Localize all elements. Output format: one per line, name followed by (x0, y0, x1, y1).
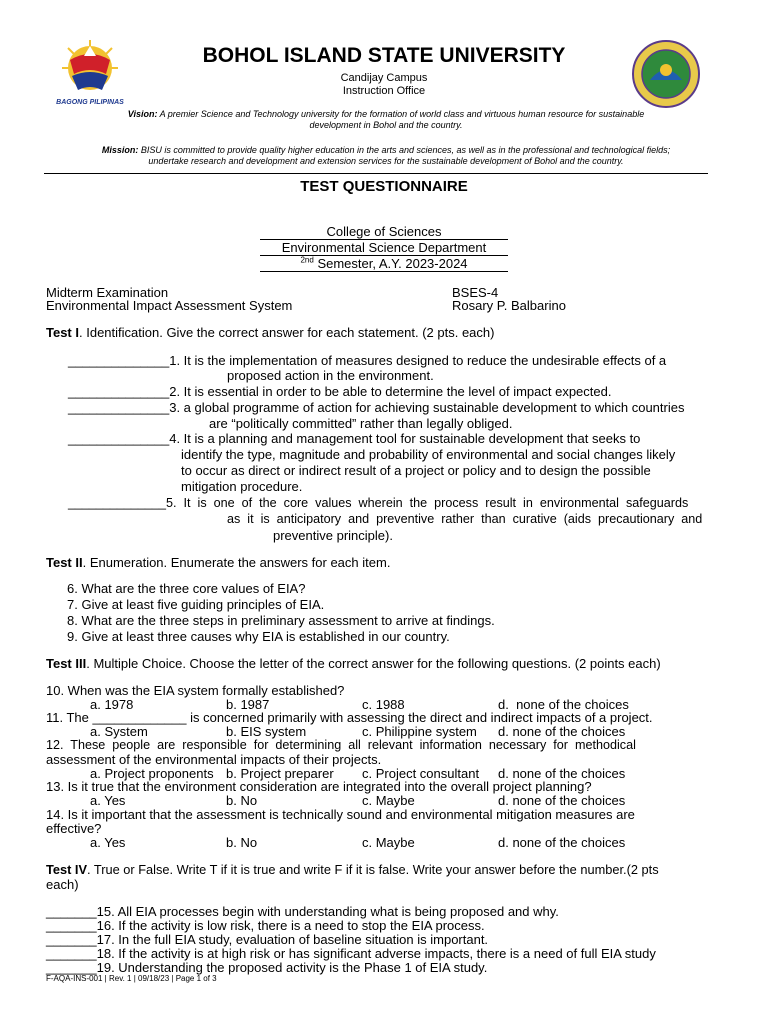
exam-type: Midterm Examination (46, 285, 169, 300)
question-line: to occur as direct or indirect result of a project or policy and to design the possible (181, 463, 651, 478)
choice: c. Maybe (362, 835, 415, 850)
vision-label: Vision: (127, 109, 158, 119)
question-line: ______________1. It is the implementation of measures designed to reduce the undesirable effects of a (68, 353, 667, 368)
question-11: 11. The _____________ is concerned primarily with assessing the direct and indirect impacts of a project. (46, 710, 653, 725)
question-13: 13. Is it true that the environment consideration are integrated into the overall project planning? (46, 779, 592, 794)
list-item: 6. What are the three core values of EIA? (67, 581, 306, 596)
choice: b. 1987 (226, 697, 270, 712)
question-line: ______________3. a global programme of action for achieving sustainable development to which countries (68, 400, 685, 415)
mission-label: Mission: (101, 145, 139, 155)
choice: c. Philippine system (362, 724, 477, 739)
question-line: proposed action in the environment. (227, 368, 434, 383)
document-footer: F-AQA-INS-001 | Rev. 1 | 09/18/23 | Page 1 of 3 (46, 974, 217, 983)
choice: d. none of the choices (498, 766, 626, 781)
test2-instruction: . Enumeration. Enumerate the answers for each item. (82, 555, 391, 570)
true-false-item: _______19. Understanding the proposed activity is the Phase 1 of EIA study. (46, 960, 488, 975)
list-item: 8. What are the three steps in preliminary assessment to arrive at findings. (67, 613, 495, 628)
test4-instruction: . True or False. Write T if it is true and write F if it is false. Write your answer before the number.(2 pts (87, 862, 659, 877)
question-12: 12. These people are responsible for determining all relevant information necessary for methodical (46, 738, 636, 752)
true-false-item: _______18. If the activity is at high risk or has significant adverse impacts, there is a need of full EIA study (46, 946, 656, 961)
choice: b. EIS system (226, 724, 307, 739)
semester-ordinal: 2nd (300, 255, 314, 265)
test2-heading (46, 555, 390, 570)
test3-instruction: . Multiple Choice. Choose the letter of the correct answer for the following questions. (2 points each) (86, 656, 661, 671)
choice: a. Project proponents (90, 766, 214, 781)
choice: b. No (226, 793, 258, 808)
document-title: TEST QUESTIONNAIRE (300, 178, 468, 195)
question-14-cont: effective? (46, 821, 102, 836)
department-name: Environmental Science Department (281, 240, 487, 255)
choice: d. none of the choices (498, 793, 626, 808)
logo-caption: BAGONG PILIPINAS (56, 99, 124, 106)
section: BSES-4 (452, 285, 499, 300)
test1-label: Test I (46, 325, 79, 340)
question-line: are “politically committed” rather than legally obliged. (209, 416, 513, 431)
test1-heading (46, 325, 494, 340)
question-line: ______________5. It is one of the core values wherein the process result in environmental safeguards (68, 496, 689, 510)
test4-label: Test IV (46, 862, 88, 877)
choice: a. System (90, 724, 148, 739)
instructor-name: Rosary P. Balbarino (452, 298, 566, 313)
college-name: College of Sciences (326, 224, 442, 239)
mission-line-1 (44, 145, 728, 156)
choice: c. 1988 (362, 697, 405, 712)
choice: b. No (226, 835, 258, 850)
true-false-item: _______17. In the full EIA study, evaluation of baseline situation is important. (46, 932, 489, 947)
choice: d. none of the choices (498, 835, 626, 850)
choice: a. Yes (90, 835, 126, 850)
question-line: identify the type, magnitude and probability of environmental and social changes likely (181, 447, 676, 462)
question-line: mitigation procedure. (181, 479, 303, 494)
choice: a. Yes (90, 793, 126, 808)
question-10: 10. When was the EIA system formally established? (46, 683, 345, 698)
office-name: Instruction Office (342, 85, 426, 97)
choice: d. none of the choices (498, 724, 626, 739)
vision-line-1 (44, 109, 728, 120)
list-item: 9. Give at least three causes why EIA is established in our country. (67, 629, 450, 644)
choice: c. Project consultant (362, 766, 480, 781)
university-name: BOHOL ISLAND STATE UNIVERSITY (202, 44, 566, 67)
choice: b. Project preparer (226, 766, 334, 781)
question-line: preventive principle). (273, 528, 393, 543)
question-12-cont: assessment of the environmental impacts of their projects. (46, 752, 382, 767)
question-line: as it is anticipatory and preventive rather than curative (aids precautionary and (227, 512, 703, 526)
semester (260, 256, 508, 271)
test3-label: Test III (46, 656, 87, 671)
subject-name: Environmental Impact Assessment System (46, 298, 293, 313)
choice: d. none of the choices (498, 697, 629, 712)
choice: a. 1978 (90, 697, 134, 712)
test1-instruction: . Identification. Give the correct answer for each statement. (2 pts. each) (79, 325, 495, 340)
question-line: ______________4. It is a planning and management tool for sustainable development that seeks to (68, 431, 641, 446)
question-14: 14. Is it important that the assessment is technically sound and environmental mitigation measures are (46, 807, 635, 822)
semester-text: Semester, A.Y. 2023-2024 (313, 256, 468, 271)
header-divider (44, 173, 708, 174)
question-line: ______________2. It is essential in order to be able to determine the level of impact expected. (68, 384, 612, 399)
test4-instruction-cont: each) (46, 877, 79, 892)
vision-line-2: development in Bohol and the country. (309, 120, 463, 130)
true-false-item: _______15. All EIA processes begin with understanding what is being proposed and why. (46, 904, 559, 919)
list-item: 7. Give at least five guiding principles of EIA. (67, 597, 325, 612)
mission-text-1: BISU is committed to provide quality higher education in the arts and sciences, as well as in the professional and technological fields; (140, 145, 671, 155)
choice: c. Maybe (362, 793, 415, 808)
campus-name: Candijay Campus (340, 72, 428, 84)
divider (260, 271, 508, 272)
test4-heading (46, 862, 659, 877)
true-false-item: _______16. If the activity is low risk, there is a need to stop the EIA process. (46, 918, 485, 933)
test2-label: Test II (46, 555, 83, 570)
test3-heading (46, 656, 661, 671)
vision-text-1: A premier Science and Technology university for the formation of world class and virtuous human resource for sustainable (159, 109, 645, 119)
mission-line-2: undertake research and development and extension services for the sustainable development of Bohol and the country. (148, 156, 624, 166)
